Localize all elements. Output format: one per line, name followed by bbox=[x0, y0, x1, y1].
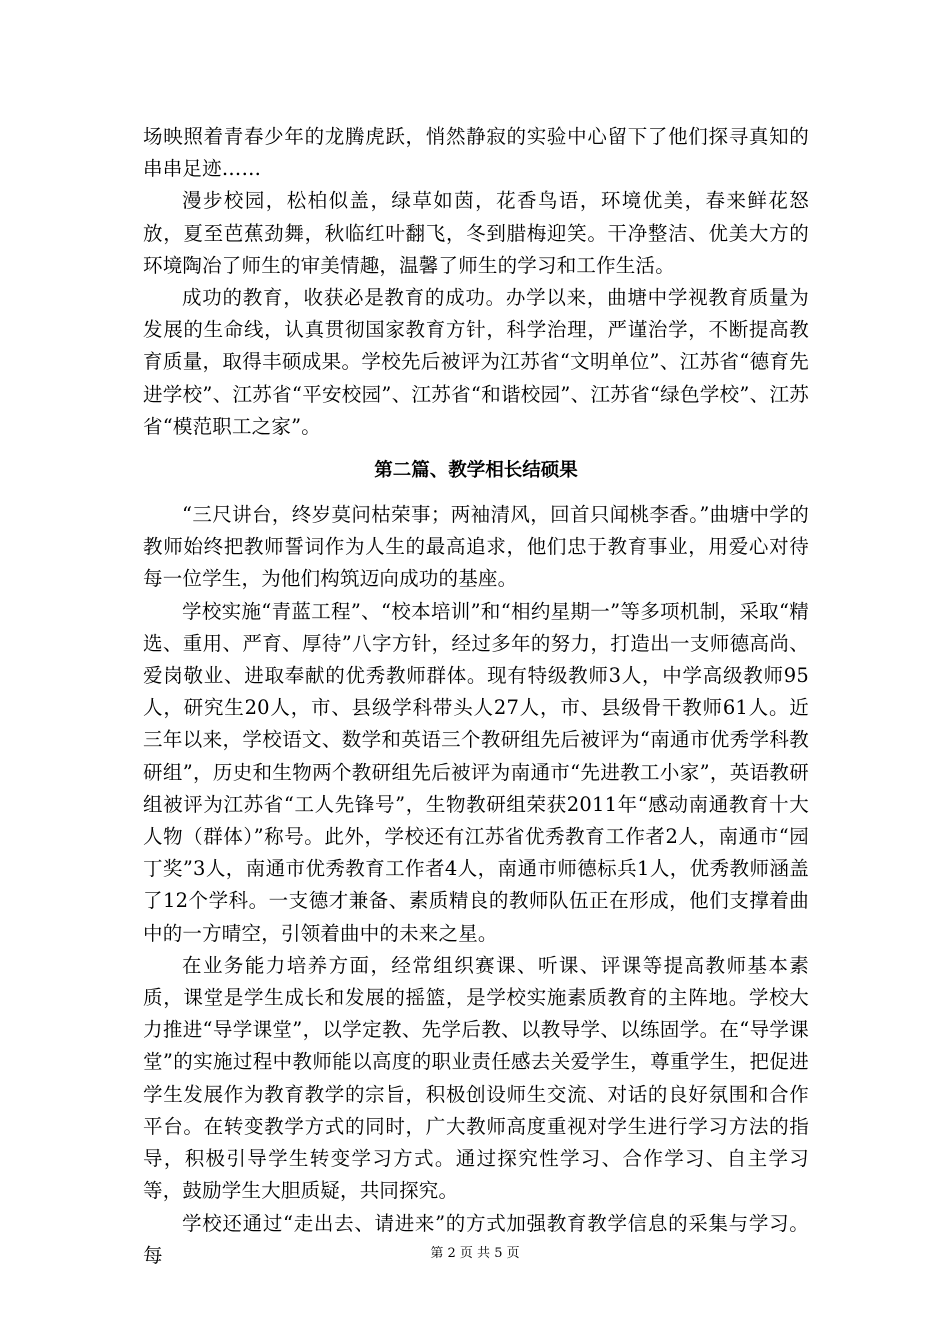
paragraph-continuation: 场映照着青春少年的龙腾虎跃，悄然静寂的实验中心留下了他们探寻真知的串串足迹…… bbox=[143, 125, 809, 181]
paragraph-campus-environment: 漫步校园，松柏似盖，绿草如茵，花香鸟语，环境优美，春来鲜花怒放，夏至芭蕉劲舞，秋临红叶翻飞，冬到腊梅迎笑。干净整洁、优美大方的环境陶冶了师生的审美情趣，温馨了师生的学习和工作生活。 bbox=[143, 189, 809, 277]
paragraph-teacher-team: 学校实施“青蓝工程”、“校本培训”和“相约星期一”等多项机制，采取“精选、重用、严育、厚待”八字方针，经过多年的努力，打造出一支师德高尚、爱岗敬业、进取奉献的优秀教师群体。现有特级教师3人，中学高级教师95人，研究生20人，市、县级学科带头人27人，市、县级骨干教师61人。近三年以来，学校语文、数学和英语三个教研组先后被评为“南通市优秀学科教研组”，历史和生物两个教研组先后被评为南通市“先进教工小家”，英语教研组被评为江苏省“工人先锋号”，生物教研组荣获2011年“感动南通教育十大人物（群体）”称号。此外，学校还有江苏省优秀教育工作者2人，南通市“园丁奖”3人，南通市优秀教育工作者4人，南通市师德标兵1人，优秀教师涵盖了12个学科。一支德才兼备、素质精良的教师队伍正在形成，他们支撑着曲中的一方晴空，引领着曲中的未来之星。 bbox=[143, 599, 809, 945]
page-number-footer: 第 2 页 共 5 页 bbox=[430, 1246, 520, 1261]
paragraph-education-achievements: 成功的教育，收获必是教育的成功。办学以来，曲塘中学视教育质量为发展的生命线，认真贯彻国家教育方针，科学治理，严谨治学，不断提高教育质量，取得丰硕成果。学校先后被评为江苏省“文明单位”、江苏省“德育先进学校”、江苏省“平安校园”、江苏省“和谐校园”、江苏省“绿色学校”、江苏省“模范职工之家”。 bbox=[143, 286, 809, 438]
page-content bbox=[143, 121, 809, 1272]
paragraph-outreach: 学校还通过“走出去、请进来”的方式加强教育教学信息的采集与学习。每 bbox=[143, 1211, 809, 1267]
section-heading: 第二篇、教学相长结硕果 bbox=[374, 460, 578, 482]
paragraph-teacher-oath: “三尺讲台，终岁莫问枯荣事；两袖清风，回首只闻桃李香。”曲塘中学的教师始终把教师誓词作为人生的最高追求，他们忠于教育事业，用爱心对待每一位学生，为他们构筑迈向成功的基座。 bbox=[143, 503, 809, 591]
paragraph-professional-training: 在业务能力培养方面，经常组织赛课、听课、评课等提高教师基本素质，课堂是学生成长和发展的摇篮，是学校实施素质教育的主阵地。学校大力推进“导学课堂”，以学定教、先学后教、以教导学、以练固学。在“导学课堂”的实施过程中教师能以高度的职业责任感去关爱学生，尊重学生，把促进学生发展作为教育教学的宗旨，积极创设师生交流、对话的良好氛围和合作平台。在转变教学方式的同时，广大教师高度重视对学生进行学习方法的指导，积极引导学生转变学习方式。通过探究性学习、合作学习、自主学习等，鼓励学生大胆质疑，共同探究。 bbox=[143, 953, 809, 1203]
